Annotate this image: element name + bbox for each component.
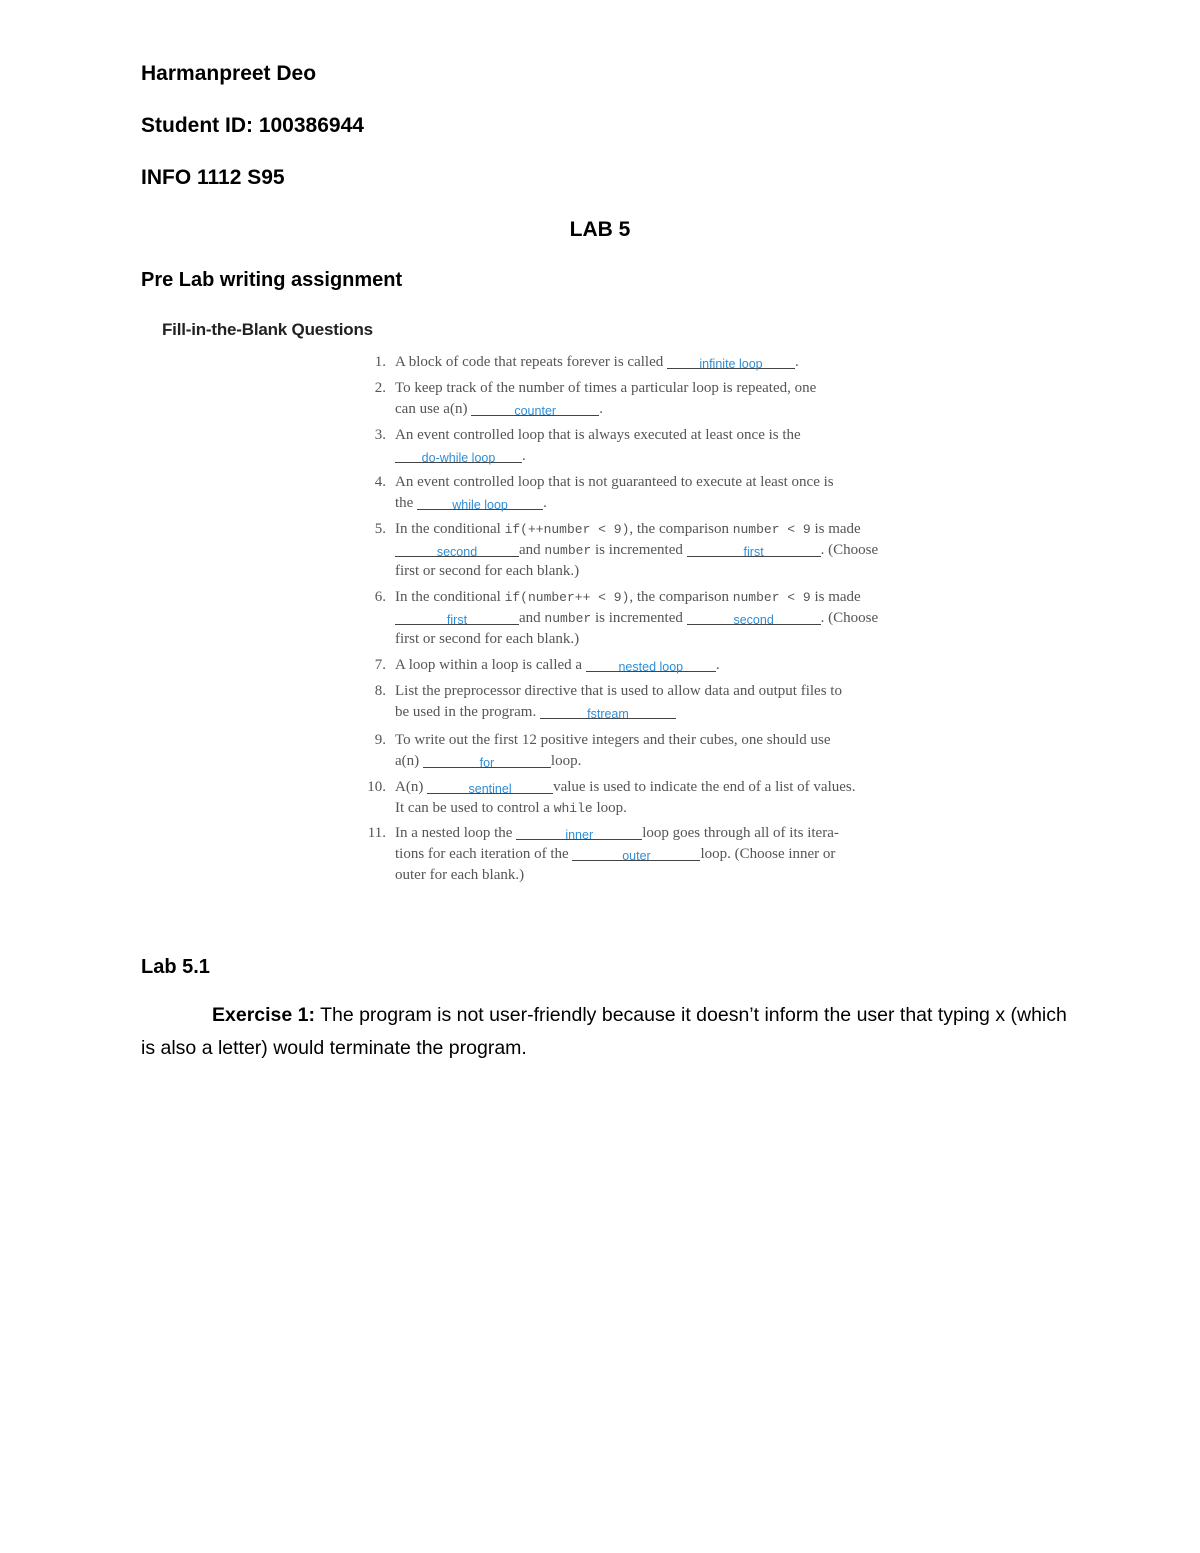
answer-text: while loop: [452, 498, 508, 512]
answer-blank: [540, 702, 676, 719]
answer-text: first: [446, 613, 468, 627]
answer-text: outer: [622, 849, 651, 863]
answer-blank: [687, 540, 821, 557]
fill-in-title: Fill-in-the-Blank Questions: [162, 320, 373, 339]
answer-text: second: [733, 613, 774, 627]
prelab-heading: Pre Lab writing assignment: [141, 269, 403, 291]
document-page: Harmanpreet Deo Student ID: 100386944 INFO 1112 S95 LAB 5 Pre Lab writing assignment Fill-in-the-Blank Questions 1. A block of code that repeats forever is called infinite loop . 2. To keep track of the number of times a particular loop is repeated, one can use a(n) counter . 3. An event controlled loop that is always executed at least once is the do-while loop . 4. An event controlled loop that is not guaranteed to execute at least once is the while loop . 5. In the conditional if(++number < 9), the comparison number < 9 is made second and number is incremented first . (Choose first or second for each blank.) 6. In the conditional if(number++ < 9), the comparison number < 9 is made first and number is incremented second . (Choose first or second for each blank.) 7. A loop within a loop is called a nested loop . 8. List the preprocessor directive that is used to allow data and output files to be used in the program. fstream 9. To write out the first 12 positive integers and their cubes, one should use a(n) for loop. 10. A(n) sentinel value is used to indicate the end of a list of values. It can be used to control a while loop. 11. In a nested loop the inner loop goes through all of its itera- tions for each iteration of the outer loop. (Choose inner or outer for each blank.) Lab 5.1 Exercise 1: The program is not user-friendly because it doesn’t inform the user that typing x (which is also a letter) would terminate the program.: [0, 0, 1200, 1553]
answer-blank: [395, 446, 522, 463]
exercise-label: Exercise 1:: [212, 1004, 315, 1026]
lab-5-1-heading: Lab 5.1: [141, 956, 210, 978]
answer-text: nested loop: [618, 660, 684, 674]
lab-title: LAB 5: [569, 218, 631, 241]
answer-text: do-while loop: [421, 451, 496, 465]
answer-text: first: [743, 545, 764, 559]
answer-blank: [417, 493, 543, 510]
answer-text: inner: [565, 828, 594, 842]
answer-text: infinite loop: [699, 357, 763, 371]
answer-blank: [516, 823, 642, 840]
exercise-text: The program is not user-friendly because it doesn’t inform the user that typing x (which is also a letter) would terminate the program.: [141, 1004, 1067, 1059]
answer-text: fstream: [587, 707, 629, 721]
answer-blank: [586, 655, 716, 672]
answer-blank: [572, 844, 700, 861]
answer-blank: [395, 540, 519, 557]
course-code: INFO 1112 S95: [141, 166, 285, 189]
student-id: Student ID: 100386944: [141, 114, 364, 137]
exercise-1-answer: [141, 999, 1071, 1065]
answer-blank: [427, 777, 553, 794]
answer-text: for: [479, 756, 495, 770]
answer-blank: [667, 352, 795, 369]
answer-blank: [471, 399, 599, 416]
answer-text: counter: [514, 404, 557, 418]
student-name: Harmanpreet Deo: [141, 62, 317, 85]
answer-blank: [687, 608, 821, 625]
answer-blank: [395, 608, 519, 625]
answer-text: second: [436, 545, 478, 559]
answer-blank: [423, 751, 551, 768]
answer-text: sentinel: [468, 782, 512, 796]
